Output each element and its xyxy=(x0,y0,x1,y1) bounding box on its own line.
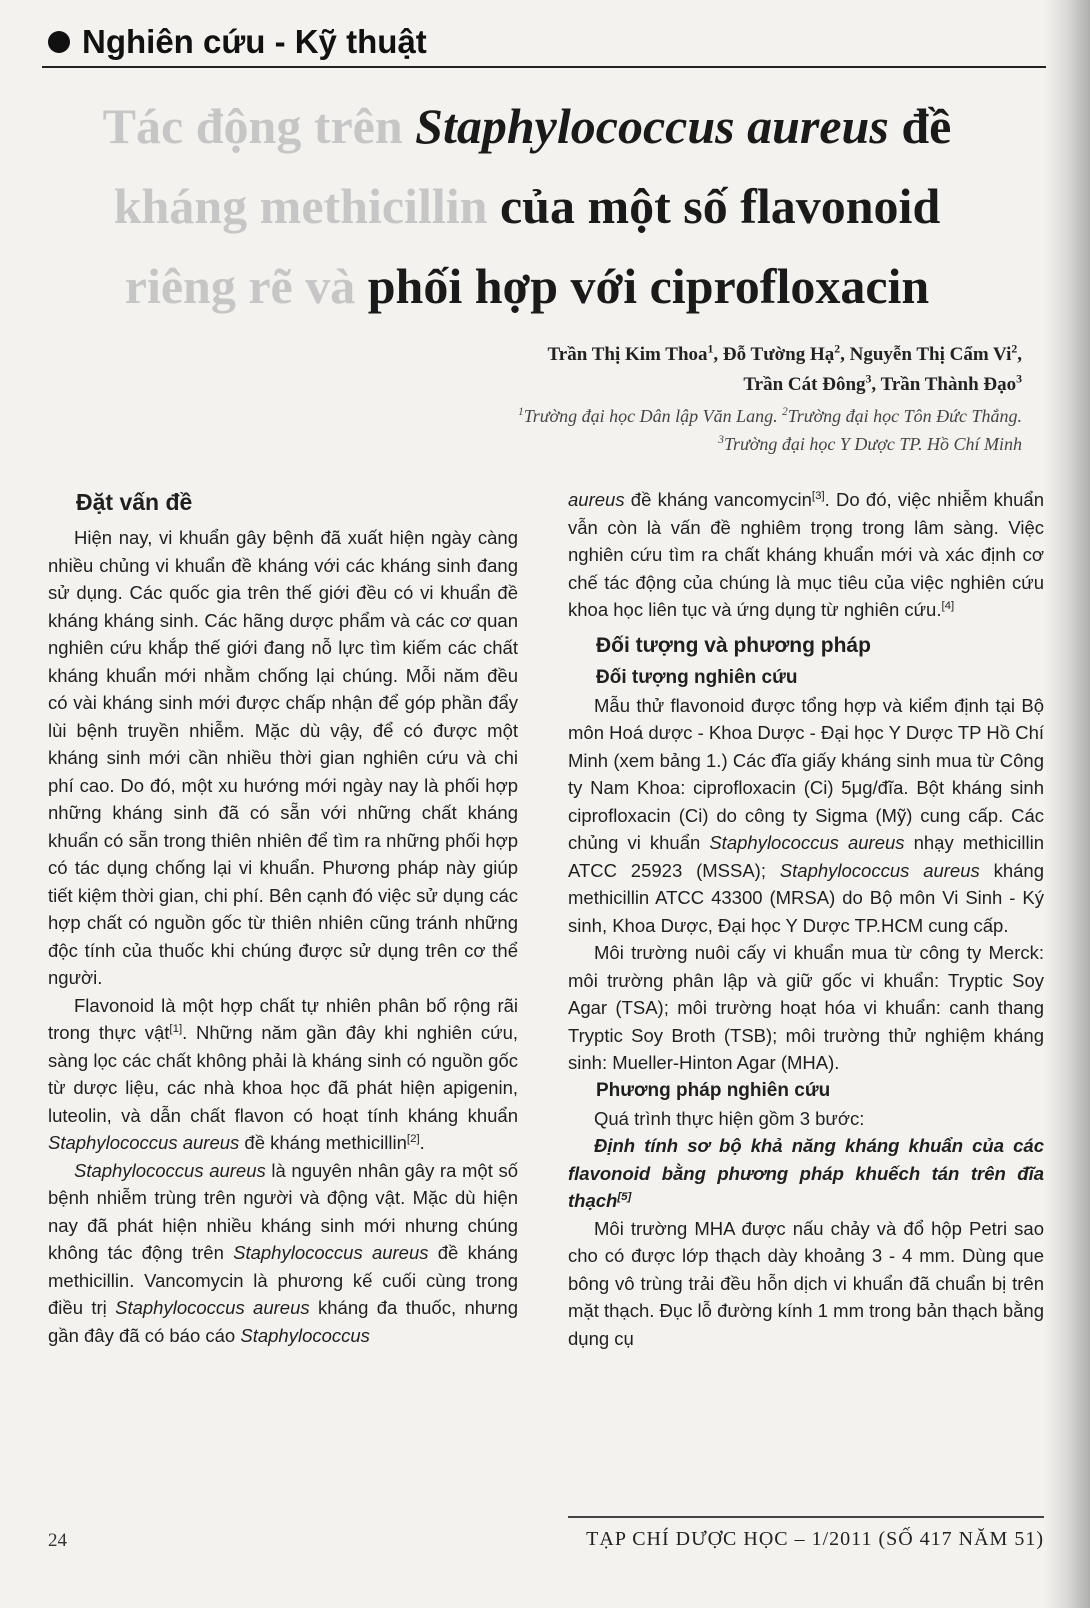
title-line2-b: của một số flavonoid xyxy=(487,178,941,234)
species-name: Staphylococcus aureus xyxy=(48,1132,240,1153)
author: Trần Thị Kim Thoa xyxy=(547,344,708,365)
paragraph xyxy=(568,486,1044,624)
affiliations xyxy=(222,402,1022,458)
text: là nguyên nhân gây ra một số bệnh nhiễm trùng trên người và động vật. Mặc dù hiện nay đã phát hiện nhiều kháng sinh mới nhưng chúng không tác động trên xyxy=(48,1159,518,1263)
page-number: 24 xyxy=(48,1530,67,1551)
text: Flavonoid là một hợp chất tự nhiên phân bố rộng rãi trong thực vật xyxy=(48,994,518,1043)
title-line1-c: đề xyxy=(888,98,952,154)
species-name: Staphylococcus aureus xyxy=(779,859,980,881)
paragraph xyxy=(48,1157,518,1350)
author: Trần Thành Đạo xyxy=(880,374,1017,395)
affiliation: Trường đại học Tôn Đức Thắng. xyxy=(787,406,1022,426)
paragraph: Quá trình thực hiện gồm 3 bước: xyxy=(594,1107,865,1129)
paragraph: Môi trường MHA được nấu chảy và đổ hộp Petri sao cho có được lớp thạch dày khoảng 3 - 4 mm. Dùng que bông vô trùng trải đều hỗn dịch vi khuẩn đã chuẩn bị trên mặt thạch. Đục lỗ đường kính 1 mm trong bản thạch bằng dụng cụ xyxy=(568,1217,1044,1349)
journal-footer: TẠP CHÍ DƯỢC HỌC – 1/2011 (SỐ 417 NĂM 51) xyxy=(586,1528,1044,1550)
title-line1-a: Tác động trên xyxy=(102,98,416,154)
author-sup: 3 xyxy=(865,372,872,386)
left-column xyxy=(48,486,518,1349)
text: đề kháng methicillin xyxy=(239,1132,407,1153)
title-line2-a: kháng methicillin xyxy=(113,178,488,234)
text: đề kháng vancomycin xyxy=(624,489,812,510)
text: . Những năm gần đây khi nghiên cứu, sàng lọc các chất không phải là kháng sinh có nguồn gốc từ dược liệu, các nhà khoa học đã phát hiện apigenin, luteolin, và dẫn chất flavon có hoạt tính kháng khuẩn xyxy=(48,1022,518,1126)
species-name: Staphylococcus aureus xyxy=(233,1242,429,1263)
citation: [4] xyxy=(941,599,955,612)
paragraph xyxy=(568,692,1044,940)
affiliation: Trường đại học Y Dược TP. Hồ Chí Minh xyxy=(723,434,1022,454)
text: kháng methicillin ATCC 43300 (MRSA) do Bộ môn Vi Sinh - Ký sinh, Khoa Dược, Đại học Y Dược TP.HCM cung cấp. xyxy=(568,859,1044,936)
affil-sup: 2 xyxy=(782,406,788,418)
author-sup: 3 xyxy=(1016,372,1022,386)
section-title: Nghiên cứu - Kỹ thuật xyxy=(82,23,427,60)
text: kháng đa thuốc, nhưng gần đây đã có báo cáo xyxy=(48,1297,519,1346)
paragraph xyxy=(48,992,518,1157)
footer-rule xyxy=(568,1516,1044,1518)
subheading-subjects: Đối tượng nghiên cứu xyxy=(596,666,798,688)
species-name: aureus xyxy=(568,489,625,510)
authors: Trần Thị Kim Thoa$^1$, Đỗ Tường Hạ$^2$, Nguyễn Thị Cẩm Vi$^2$, Trần Cát Đông$^3$, Trần Thành Đạo$^3$ xyxy=(547,342,1022,395)
author-sup: 1 xyxy=(707,342,714,356)
species-name: Staphylococcus xyxy=(240,1324,370,1346)
right-column xyxy=(568,486,1044,1352)
text: nhạy methicillin ATCC 25923 (MSSA); xyxy=(568,832,1044,881)
species-name: Staphylococcus aureus xyxy=(115,1297,310,1318)
title-line3-a: riêng rẽ và xyxy=(124,258,356,314)
author-sup: 2 xyxy=(1011,342,1018,356)
title-line3-b: phối hợp với ciprofloxacin xyxy=(355,258,930,314)
heading-methods: Đối tượng và phương pháp xyxy=(596,633,871,657)
affil-sup: 3 xyxy=(718,434,724,446)
author-sup: 2 xyxy=(834,342,841,356)
step-title xyxy=(568,1132,1044,1215)
author: Đỗ Tường Hạ xyxy=(722,344,835,365)
section-header xyxy=(48,22,427,62)
page-edge-shadow xyxy=(1044,0,1090,1608)
header-rule xyxy=(42,66,1046,68)
author: Trần Cát Đông xyxy=(743,374,866,395)
author: Nguyễn Thị Cẩm Vi xyxy=(849,344,1012,365)
paragraph: Môi trường nuôi cấy vi khuẩn mua từ công ty Merck: môi trường phân lập và giữ gốc vi khuẩn: Tryptic Soy Agar (TSA); môi trường hoạt hóa vi khuẩn: canh thang Tryptic Soy Broth (TSB); môi trường thử nghiệm kháng sinh: Mueller-Hinton Agar (MHA). xyxy=(568,942,1044,1073)
affil-sup: 1 xyxy=(518,406,524,418)
bullet-icon xyxy=(48,31,70,53)
species-name: Staphylococcus aureus xyxy=(709,832,905,853)
text: Định tính sơ bộ khả năng kháng khuẩn của các flavonoid bằng phương pháp khuếch tán trên đĩa thạch xyxy=(568,1135,1044,1211)
subheading-method: Phương pháp nghiên cứu xyxy=(596,1079,831,1101)
species-name: Staphylococcus aureus xyxy=(74,1159,266,1181)
citation: [5] xyxy=(617,1190,632,1203)
article-title xyxy=(42,86,1012,326)
citation: [3] xyxy=(811,489,825,502)
citation: [2] xyxy=(406,1132,420,1145)
title-line1-b: Staphylococcus aureus xyxy=(415,98,889,154)
text: . Do đó, việc nhiễm khuẩn vẫn còn là vấn đề nghiêm trọng trong lâm sàng. Việc nghiên cứu tìm ra chất kháng khuẩn mới và xác định cơ chế tác động của chúng là mục tiêu của việc nghiên cứu khoa học liên tục và ứng dụng từ nghiên cứu. xyxy=(568,489,1044,620)
text: Mẫu thử flavonoid được tổng hợp và kiểm định tại Bộ môn Hoá dược - Khoa Dược - Đại học Y Dược TP Hồ Chí Minh (xem bảng 1.) Các đĩa giấy kháng sinh mua từ Công ty Nam Khoa: ciprofloxacin (Ci) 5μg/đĩa. Bột kháng sinh ciprofloxacin (Ci) do công ty Sigma (Mỹ) cung cấp. Các chủng vi khuẩn xyxy=(568,694,1044,853)
citation: [1] xyxy=(169,1022,183,1035)
heading-introduction: Đặt vấn đề xyxy=(76,489,193,515)
affiliation: Trường đại học Dân lập Văn Lang. xyxy=(523,406,778,426)
paragraph: Hiện nay, vi khuẩn gây bệnh đã xuất hiện ngày càng nhiều chủng vi khuẩn đề kháng với các kháng sinh đang sử dụng. Các quốc gia trên thế giới đều có vi khuẩn đề kháng kháng sinh. Các hãng dược phẩm và các cơ quan nghiên cứu khắp thế giới đang nỗ lực tìm kiếm các chất kháng khuẩn mới nhằm chống lại chúng. Mỗi năm đều có vài kháng sinh mới được chấp nhận để góp phần đẩy lùi bệnh truyền nhiễm. Mặc dù vậy, để có được một kháng sinh mới cần nhiều thời gian nghiên cứu và chi phí cao. Do đó, một xu hướng mới ngày nay là phối hợp những kháng sinh đã có sẵn với những chất kháng khuẩn có sẵn trong thiên nhiên để tìm ra những phối hợp có tác dụng chống lại vi khuẩn. Phương pháp này giúp tiết kiệm thời gian, chi phí. Bên cạnh đó việc sử dụng các hợp chất có nguồn gốc từ thiên nhiên cũng tránh những độc tính của thuốc khi chúng được sử dụng trên cơ thể người. xyxy=(48,527,518,988)
text: . xyxy=(419,1132,425,1153)
text: đề kháng methicillin. Vancomycin là phương kế cuối cùng trong điều trị xyxy=(48,1242,518,1318)
